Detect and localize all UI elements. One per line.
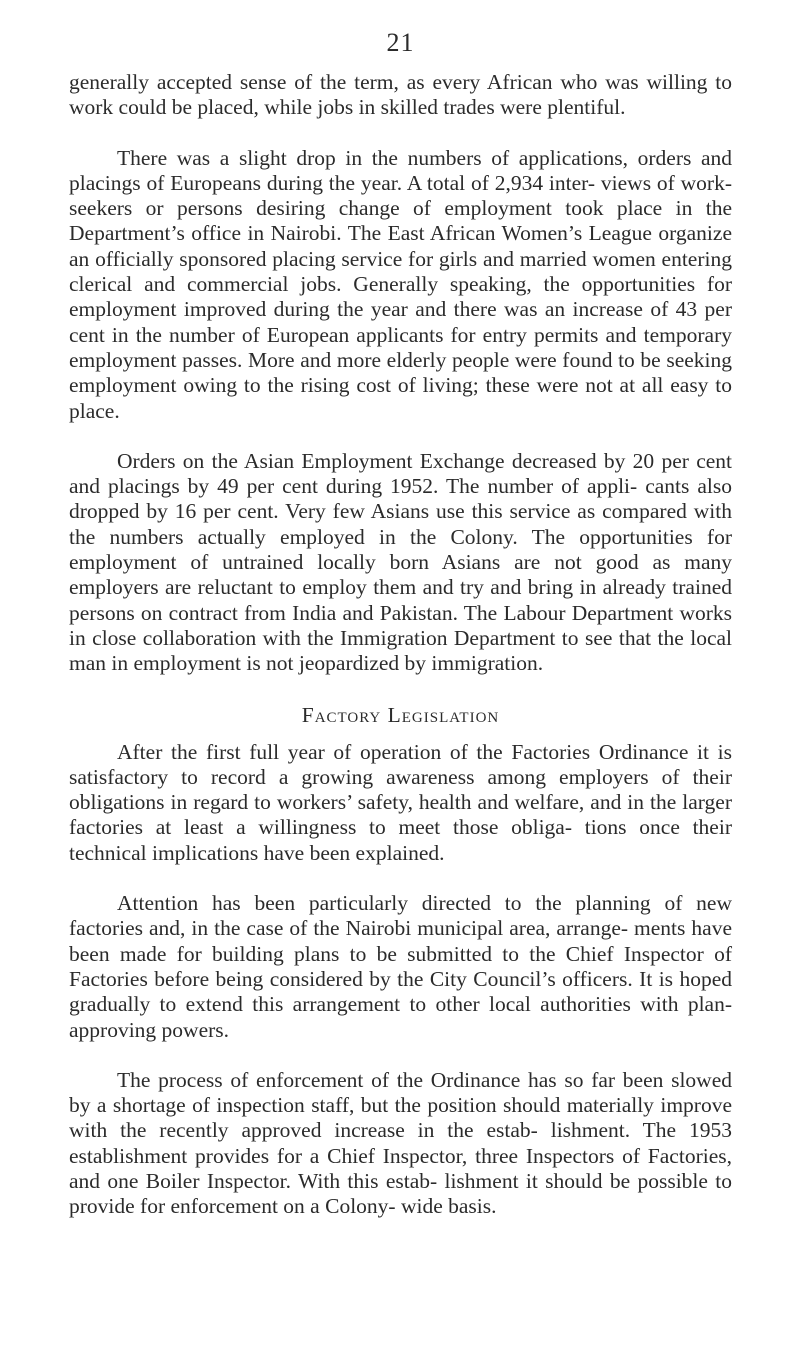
page-number: 21	[386, 28, 415, 57]
paragraph-enforcement: The process of enforcement of the Ordinance has so far been slowed by a shortage of inspection staff, but the position should materially improve with the recently approved increase in the estab- lishment. The 1953 establishment provides for a Chief Inspector, three Inspectors of Factories, and one Boiler Inspector. With this estab- lishment it should be possible to provide for enforcement on a Colony- wide basis.	[69, 1067, 732, 1219]
paragraph-europeans-placing: There was a slight drop in the numbers of applications, orders and placings of Europeans during the year. A total of 2,934 inter- views of work-seekers or persons desiring change of employment took place in the Department’s office in Nairobi. The East African Women’s League organize an officially sponsored placing service for girls and married women entering clerical and commercial jobs. Generally speaking, the opportunities for employment improved during the year and there was an increase of 43 per cent in the number of European applicants for entry permits and temporary employment passes. More and more elderly people were found to be seeking employment owing to the rising cost of living; these were not at all easy to place.	[69, 145, 732, 423]
paragraph-asian-exchange: Orders on the Asian Employment Exchange decreased by 20 per cent and placings by 49 per cent during 1952. The number of appli- cants also dropped by 16 per cent. Very few Asians use this service as compared with the numbers actually employed in the Colony. The opportunities for employment of untrained locally born Asians are not good as many employers are reluctant to employ them and try and bring in already trained persons on contract from India and Pakistan. The Labour Department works in close collaboration with the Immigration Department to see that the local man in employment is not jeopardized by immigration.	[69, 448, 732, 676]
paragraph-planning-factories: Attention has been particularly directed to the planning of new factories and, in the case of the Nairobi municipal area, arrange- ments have been made for building plans to be submitted to the Chief Inspector of Factories before being considered by the City Council’s officers. It is hoped gradually to extend this arrangement to other local authorities with plan-approving powers.	[69, 891, 732, 1042]
section-heading-factory-legislation: Factory Legislation	[301, 702, 500, 727]
paragraph-factories-ordinance: After the first full year of operation of the Factories Ordinance it is satisfactory to record a growing awareness among employers of their obligations in regard to workers’ safety, health and welfare, and in the larger factories at least a willingness to meet those obliga- tions once their technical implications have been explained.	[69, 739, 732, 865]
paragraph-continued: generally accepted sense of the term, as every African who was willing to work could be placed, while jobs in skilled trades were plentiful.	[69, 70, 732, 120]
